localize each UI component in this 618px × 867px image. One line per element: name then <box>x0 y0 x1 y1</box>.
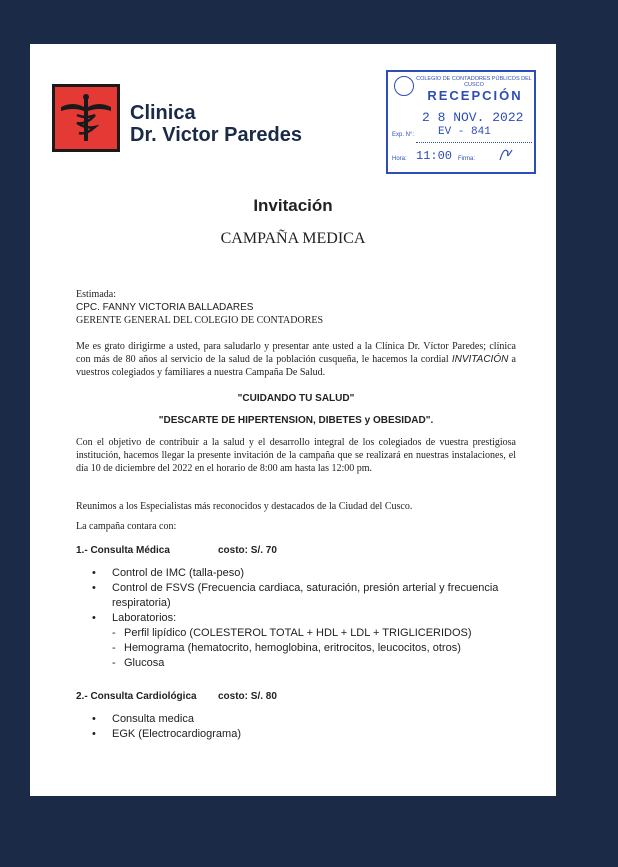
section-1-title: 1.- Consulta Médica <box>76 545 170 556</box>
stamp-hora-value: 11:00 <box>416 149 453 163</box>
list-item: • Laboratorios: - Perfil lipídico (COLESTEROL TOTAL + HDL + LDL + TRIGLICERIDOS) - Hemograma (hematocrito, hemoglobina, eritrocitos, leucocitos, otros) - Glucosa <box>76 611 516 671</box>
section-2-list <box>76 712 516 742</box>
page-subtitle: CAMPAÑA MEDICA <box>220 230 366 247</box>
sub-list-item: - Perfil lipídico (COLESTEROL TOTAL + HDL + LDL + TRIGLICERIDOS) <box>112 627 472 639</box>
recipient-role: GERENTE GENERAL DEL COLEGIO DE CONTADORES <box>76 315 324 326</box>
sub-list-item: - Glucosa <box>112 657 165 669</box>
stamp-date: 2 8 NOV. 2022 <box>422 110 524 125</box>
recipient-name: CPC. FANNY VICTORIA BALLADARES <box>76 302 254 313</box>
section-1-list <box>76 566 516 671</box>
stamp-firma-label: Firma: <box>458 156 475 162</box>
para1-emphasis: INVITACIÓN <box>451 354 509 365</box>
stamp-title: RECEPCIÓN <box>427 88 523 103</box>
sub-list-item: - Hemograma (hematocrito, hemoglobina, eritrocitos, leucocitos, otros) <box>112 642 461 654</box>
paragraph-4: La campaña contara con: <box>76 521 177 532</box>
list-item: • Consulta medica <box>92 713 194 725</box>
stamp-divider <box>416 142 532 143</box>
clinic-name <box>130 102 302 146</box>
page-title: Invitación <box>253 196 333 215</box>
clinic-name-line2: Dr. Victor Paredes <box>130 124 302 146</box>
reception-stamp <box>386 70 536 174</box>
recipient-block <box>76 288 516 327</box>
stamp-hora-label: Hora: <box>392 156 407 162</box>
para1-start: Me es grato dirigirme a usted, para saludarlo y presentar ante usted a la Clínica Dr. Víctor Paredes; clínica con más de 80 años al servicio de la salud de la población cusqueña, le hacemos la cordial <box>76 341 516 365</box>
section-1-header <box>76 544 516 557</box>
greeting: Estimada: <box>76 289 116 300</box>
para1-end: a vuestros colegiados y familiares a nuestra Campaña De Salud. <box>76 354 516 378</box>
section-1-cost: costo: S/. 70 <box>218 545 277 556</box>
clinic-name-line1: Clinica <box>130 102 196 124</box>
clinic-logo <box>52 84 120 152</box>
paragraph-2: Con el objetivo de contribuir a la salud y el desarrollo integral de los colegiados de vuestra prestigiosa institución, hacemos llegar la presente invitación de la campaña que se realizará en nuestras instalaciones, el día 10 de diciembre del 2022 en el horario de 8:00 am hasta las 12:00 pm. <box>76 437 516 474</box>
section-2-header <box>76 690 516 703</box>
stamp-exp-value: EV - 841 <box>438 126 491 138</box>
slogan-2: "DESCARTE DE HIPERTENSION, DIBETES y OBESIDAD". <box>158 415 434 426</box>
list-item: • Control de IMC (talla-peso) <box>92 567 245 579</box>
list-item: • EGK (Electrocardiograma) <box>92 728 241 740</box>
seal-icon <box>394 76 414 96</box>
document-page <box>30 44 556 796</box>
paragraph-1 <box>76 340 516 379</box>
section-2-cost: costo: S/. 80 <box>218 691 277 702</box>
paragraph-3: Reunimos a los Especialistas más reconocidos y destacados de la Ciudad del Cusco. <box>76 501 413 512</box>
section-2-title: 2.- Consulta Cardiológica <box>76 691 197 702</box>
stamp-exp-label: Exp. N°: <box>392 132 415 138</box>
signature-mark <box>496 144 518 162</box>
stamp-org: COLEGIO DE CONTADORES PÚBLICOS DEL CUSCO <box>416 76 532 88</box>
list-item: • Control de FSVS (Frecuencia cardiaca, saturación, presión arterial y frecuencia respiratoria) <box>92 582 499 609</box>
slogan-1: "CUIDANDO TU SALUD" <box>237 393 355 404</box>
